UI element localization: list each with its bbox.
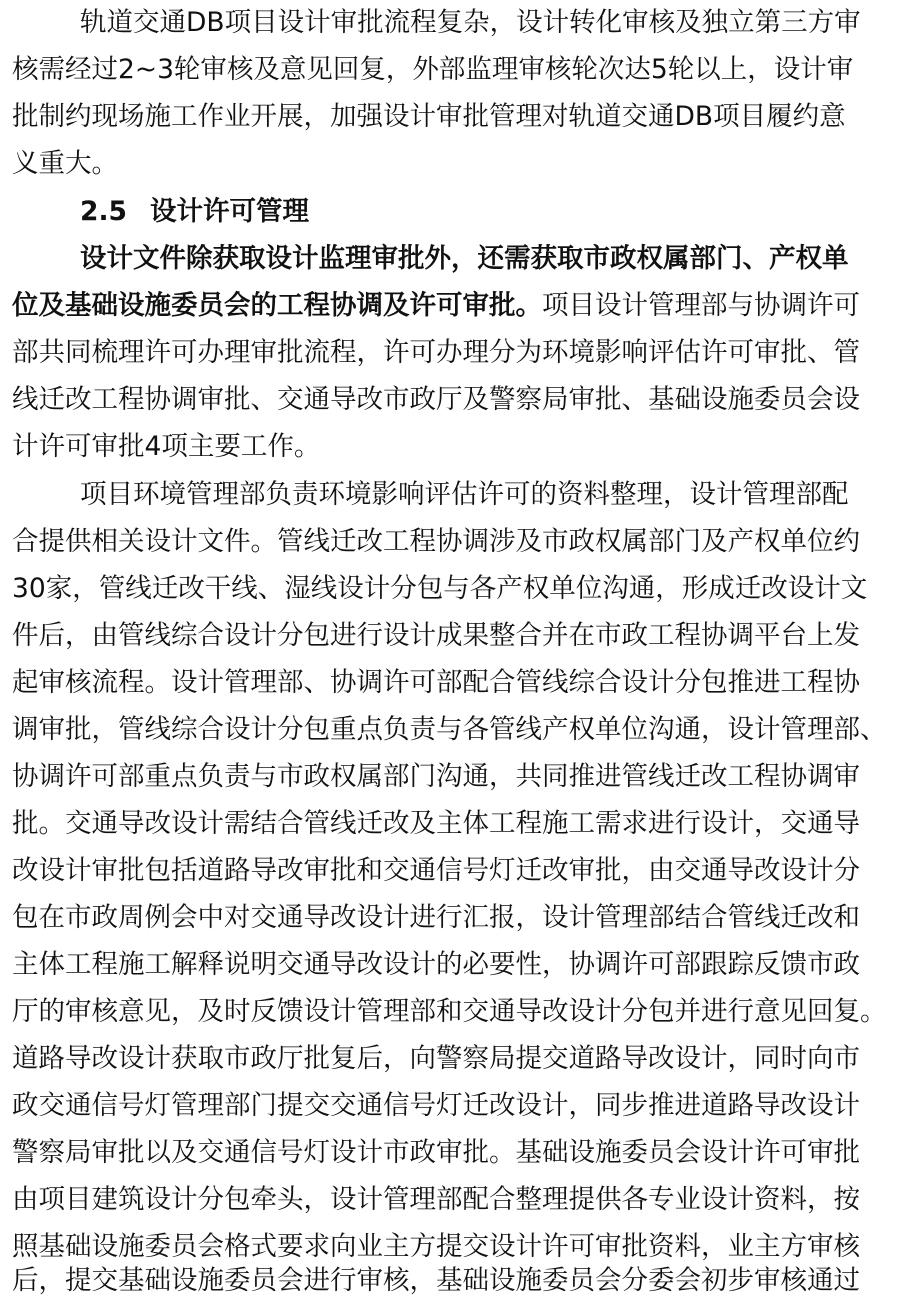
paragraph-3-line-4: 件后，由管线综合设计分包进行设计成果整合并在市政工程协调平台上发 bbox=[12, 620, 860, 651]
paragraph-3-line-15: 警察局审批以及交通信号灯设计市政审批。基础设施委员会设计许可审批 bbox=[12, 1137, 860, 1168]
paragraph-2-line-4: 线迁改工程协调审批、交通导改市政厅及警察局审批、基础设施委员会设 bbox=[12, 384, 860, 415]
paragraph-2-line-2 bbox=[12, 283, 860, 329]
paragraph-1-line-2: 核需经过2~3轮审核及意见回复，外部监理审核轮次达5轮以上，设计审 bbox=[12, 54, 854, 85]
paragraph-3-line-12: 厅的审核意见，及时反馈设计管理部和交通导改设计分包并进行意见回复。 bbox=[12, 996, 887, 1027]
paragraph-2-line-3: 部共同梳理许可办理审批流程，许可办理分为环境影响评估许可审批、管 bbox=[12, 337, 860, 368]
paragraph-3-line-16: 由项目建筑设计分包牵头，设计管理部配合整理提供各专业设计资料，按 bbox=[12, 1184, 860, 1215]
paragraph-3-line-8: 批。交通导改设计需结合管线迁改及主体工程施工需求进行设计，交通导 bbox=[12, 808, 860, 839]
paragraph-2-line-5: 计许可审批4项主要工作。 bbox=[12, 431, 321, 462]
paragraph-3-line-18: 后，提交基础设施委员会进行审核，基础设施委员会分委会初步审核通过 bbox=[12, 1265, 860, 1296]
paragraph-3-line-6: 调审批，管线综合设计分包重点负责与各管线产权单位沟通，设计管理部、 bbox=[12, 714, 887, 745]
section-title: 设计许可管理 bbox=[150, 196, 309, 227]
paragraph-2-normal-tail: 项目设计管理部与协调许可 bbox=[542, 290, 860, 321]
paragraph-3-line-9: 改设计审批包括道路导改审批和交通信号灯迁改审批，由交通导改设计分 bbox=[12, 855, 860, 886]
paragraph-3-line-7: 协调许可部重点负责与市政权属部门沟通，共同推进管线迁改工程协调审 bbox=[12, 761, 860, 792]
paragraph-3-line-5: 起审核流程。设计管理部、协调许可部配合管线综合设计分包推进工程协 bbox=[12, 667, 860, 698]
paragraph-3-line-17: 照基础设施委员会格式要求向业主方提交设计许可审批资料，业主方审核 bbox=[12, 1231, 860, 1262]
paragraph-3-line-1: 项目环境管理部负责环境影响评估许可的资料整理，设计管理部配 bbox=[80, 479, 849, 510]
paragraph-3-line-14: 政交通信号灯管理部门提交交通信号灯迁改设计，同步推进道路导改设计 bbox=[12, 1090, 860, 1121]
paragraph-1-line-4: 义重大。 bbox=[12, 148, 118, 179]
section-number: 2.5 bbox=[80, 196, 127, 227]
section-heading bbox=[80, 189, 309, 235]
paragraph-3-line-2: 合提供相关设计文件。管线迁改工程协调涉及市政权属部门及产权单位约 bbox=[12, 526, 860, 557]
paragraph-3-line-11: 主体工程施工解释说明交通导改设计的必要性，协调许可部跟踪反馈市政 bbox=[12, 949, 860, 980]
paragraph-3-line-10: 包在市政周例会中对交通导改设计进行汇报，设计管理部结合管线迁改和 bbox=[12, 902, 860, 933]
paragraph-1-line-1: 轨道交通DB项目设计审批流程复杂，设计转化审核及独立第三方审 bbox=[80, 7, 861, 38]
paragraph-3-line-13: 道路导改设计获取市政厅批复后，向警察局提交道路导改设计，同时向市 bbox=[12, 1043, 860, 1074]
paragraph-2-bold-line-2: 位及基础设施委员会的工程协调及许可审批。 bbox=[12, 290, 542, 321]
paragraph-3-line-3: 30家，管线迁改干线、湿线设计分包与各产权单位沟通，形成迁改设计文 bbox=[12, 573, 868, 604]
paragraph-2-bold-line-1: 设计文件除获取设计监理审批外，还需获取市政权属部门、产权单 bbox=[80, 243, 849, 274]
paragraph-1-line-3: 批制约现场施工作业开展，加强设计审批管理对轨道交通DB项目履约意 bbox=[12, 101, 846, 132]
